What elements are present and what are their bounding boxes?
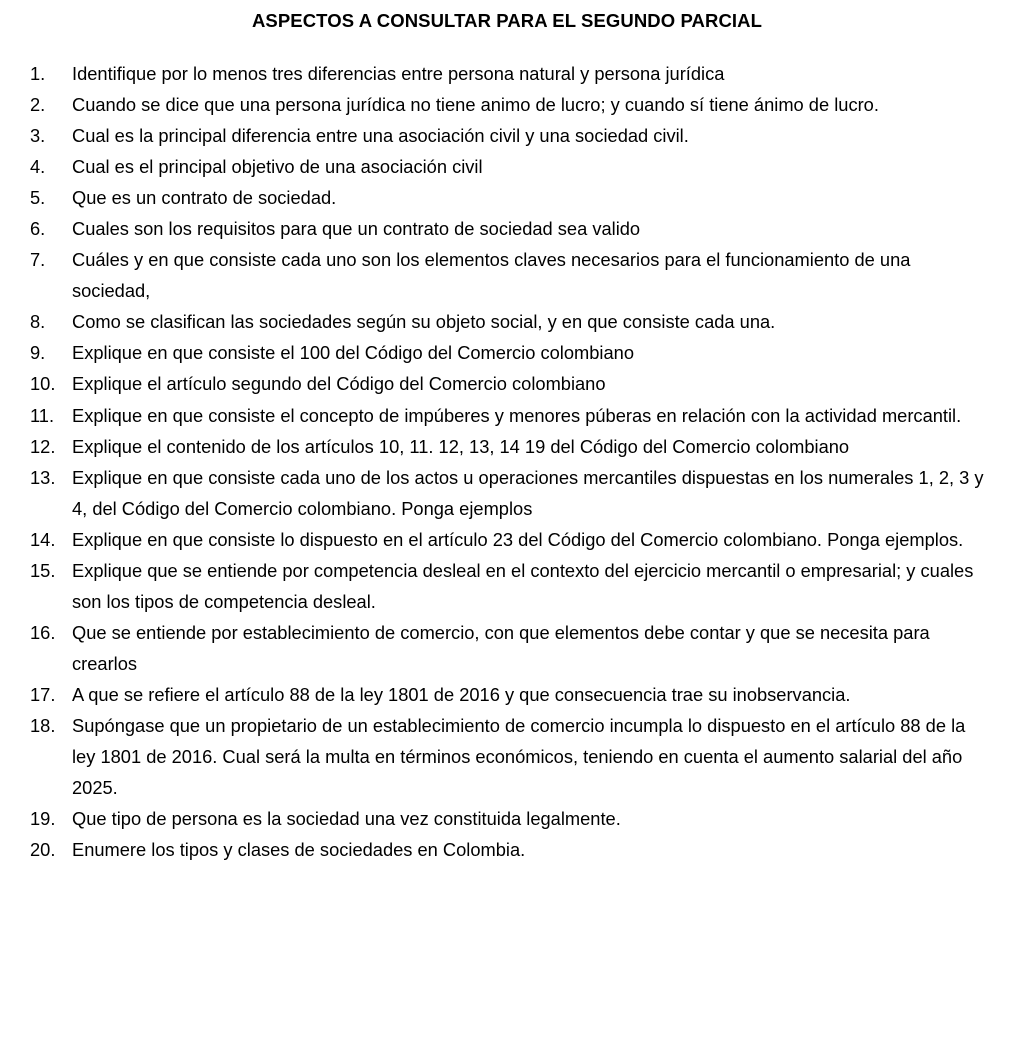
item-text: Explique el contenido de los artículos 10, 11. 12, 13, 14 19 del Código del Comercio colombiano [72,435,850,457]
item-number: 9. [30,342,46,364]
list-item [0,337,1014,368]
item-text: Cuando se dice que una persona jurídica no tiene animo de lucro; y cuando sí tiene ánimo de lucro. [72,94,879,116]
list-item [0,213,1014,244]
item-text: Que se entiende por establecimiento de comercio, con que elementos debe contar y que se necesita para crearlos [72,621,930,674]
item-text: Explique en que consiste el 100 del Código del Comercio colombiano [72,342,634,364]
item-number: 16. [30,621,56,643]
item-text: Que es un contrato de sociedad. [72,187,337,209]
item-number: 19. [30,808,56,830]
list-item [0,431,1014,462]
item-text: Cuáles y en que consiste cada uno son los elementos claves necesarios para el funcionamiento de una sociedad, [72,249,911,302]
item-number: 14. [30,528,56,550]
item-number: 11. [30,404,55,426]
list-item [0,803,1014,834]
item-text: Explique en que consiste el concepto de impúberes y menores púberas en relación con la actividad mercantil. [72,404,962,426]
list-item [0,120,1014,151]
list-item [0,58,1014,89]
list-item [0,182,1014,213]
item-text: Explique el artículo segundo del Código del Comercio colombiano [72,373,606,395]
list-item [0,400,1014,431]
item-number: 4. [30,156,46,178]
question-list [0,58,1014,865]
item-number: 20. [30,839,56,861]
item-number: 3. [30,125,46,147]
item-text: Explique en que consiste cada uno de los actos u operaciones mercantiles dispuestas en los numerales 1, 2, 3 y 4, del Código del Comercio colombiano. Ponga ejemplos [72,466,984,519]
item-text: Cuales son los requisitos para que un contrato de sociedad sea valido [72,218,641,240]
item-text: A que se refiere el artículo 88 de la ley 1801 de 2016 y que consecuencia trae su inobservancia. [72,683,851,705]
item-number: 2. [30,94,46,116]
item-number: 17. [30,683,56,705]
list-item [0,617,1014,679]
list-item [0,306,1014,337]
list-item [0,555,1014,617]
item-number: 7. [30,249,46,271]
list-item [0,244,1014,306]
item-number: 8. [30,311,46,333]
item-text: Que tipo de persona es la sociedad una vez constituida legalmente. [72,808,621,830]
item-number: 6. [30,218,46,240]
item-text: Explique que se entiende por competencia desleal en el contexto del ejercicio mercantil o empresarial; y cuales son los tipos de competencia desleal. [72,559,974,612]
list-item [0,710,1014,803]
document-title: ASPECTOS A CONSULTAR PARA EL SEGUNDO PARCIAL [251,10,763,31]
item-text: Explique en que consiste lo dispuesto en el artículo 23 del Código del Comercio colombiano. Ponga ejemplos. [72,528,964,550]
list-item [0,834,1014,865]
item-number: 10. [30,373,56,395]
item-number: 5. [30,187,46,209]
item-number: 15. [30,559,56,581]
list-item [0,524,1014,555]
item-number: 13. [30,466,56,488]
list-item [0,679,1014,710]
list-item [0,89,1014,120]
item-text: Cual es la principal diferencia entre una asociación civil y una sociedad civil. [72,125,689,147]
item-text: Identifique por lo menos tres diferencias entre persona natural y persona jurídica [72,63,725,84]
item-number: 12. [30,435,56,457]
item-number: 18. [30,714,56,736]
list-item [0,368,1014,399]
item-text: Como se clasifican las sociedades según su objeto social, y en que consiste cada una. [72,311,776,333]
item-number: 1. [30,63,46,84]
item-text: Enumere los tipos y clases de sociedades en Colombia. [72,839,526,861]
list-item [0,151,1014,182]
item-text: Supóngase que un propietario de un establecimiento de comercio incumpla lo dispuesto en el artículo 88 de la ley 1801 de 2016. Cual será la multa en términos económicos, teniendo en cuenta el aumento salarial del año 2025. [72,714,966,799]
list-item [0,462,1014,524]
item-text: Cual es el principal objetivo de una asociación civil [72,156,483,178]
